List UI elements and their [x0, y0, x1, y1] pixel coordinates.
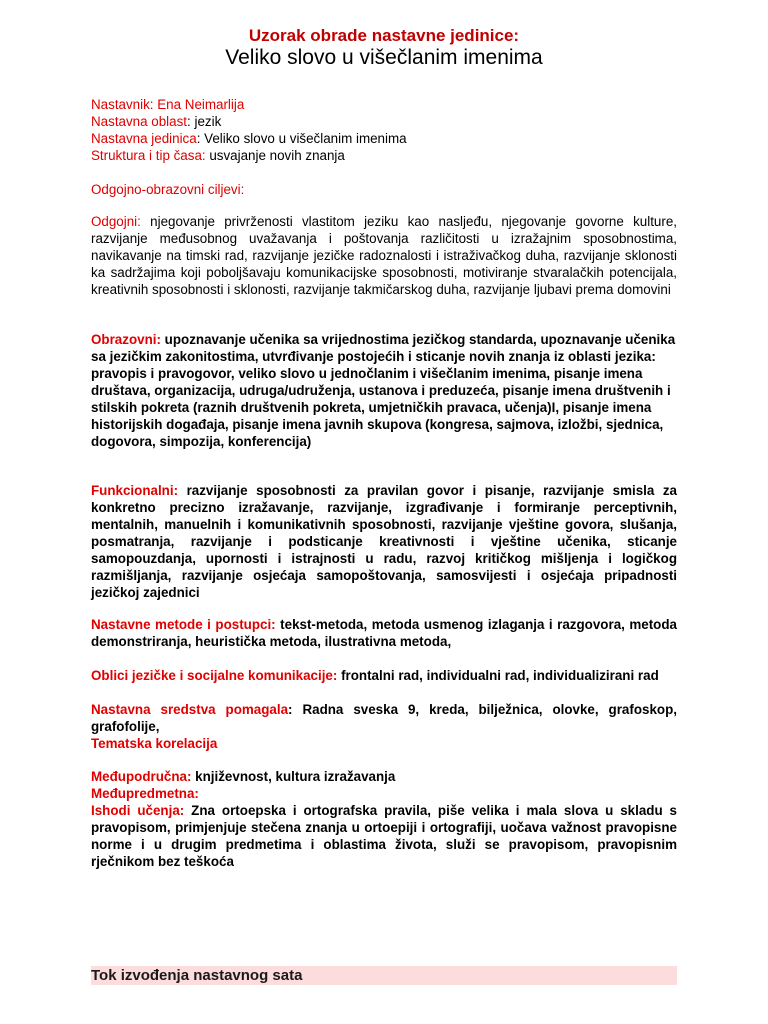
medjupodrucna-line [91, 768, 677, 785]
odgojni-text: njegovanje privrženosti vlastitom jeziku kao nasljeđu, njegovanje govorne kulture, razvijanje međusobnog uvažavanja i poštovanja različitosti u izražajnim sposobnostima, navikavanje na timski rad, razvijanje jezičke radoznalosti i istraživačkog duha, razvijanje sklonosti ka sadržajima koji poboljšavaju komunikacijske sposobnosti, motiviranje stvaralačkih potencijala, kreativnih sposobnosti i sklonosti, razvijanje takmičarskog duha, razvijanje ljubavi prema domovini [91, 214, 677, 297]
medjupredmetna-line [91, 785, 677, 802]
goals-heading: Odgojno-obrazovni ciljevi: [91, 182, 245, 197]
lesson-flow-heading: Tok izvođenja nastavnog sata [91, 966, 677, 985]
funkcionalni-paragraph [91, 482, 677, 601]
ishodi-text: Zna ortoepska i ortografska pravila, piše velika i mala slova u skladu s pravopisom, primjenjuje stečena znanja u ortoepiji i ortografiji, uočava važnost pravopisne norme i u drugim predmetima i oblastima života, služi se pravopisom, pravopisnim rječnikom bez teškoća [91, 803, 677, 869]
unit-label: Nastavna jedinica [91, 131, 197, 146]
medjupredmetna-label: Međupredmetna: [91, 786, 199, 801]
metode-paragraph [91, 616, 677, 650]
obrazovni-paragraph [91, 331, 677, 450]
funkcionalni-label: Funkcionalni: [91, 483, 179, 498]
korelacija-line [91, 735, 677, 752]
document-subtitle: Veliko slovo u višečlanim imenima [225, 46, 543, 69]
metode-text: tekst-metoda, metoda usmenog izlaganja i razgovora, metoda demonstriranja, heuristička metoda, ilustrativna metoda, [91, 617, 677, 649]
korelacija-label: Tematska korelacija [91, 736, 218, 751]
ishodi-label: Ishodi učenja: [91, 803, 185, 818]
metode-label: Nastavne metode i postupci: [91, 617, 276, 632]
sredstva-text: : Radna sveska 9, kreda, bilježnica, olovke, grafoskop, grafofolije, [91, 702, 677, 734]
odgojni-paragraph [91, 213, 677, 298]
teacher-line [91, 96, 677, 113]
medjupodrucna-label: Međupodručna: [91, 769, 192, 784]
teacher-label: Nastavnik: Ena Neimarlija [91, 97, 245, 112]
sredstva-label: Nastavna sredstva pomagala [91, 702, 289, 717]
area-value: : jezik [187, 114, 222, 129]
oblici-paragraph [91, 667, 677, 684]
funkcionalni-text: razvijanje sposobnosti za pravilan govor i pisanje, razvijanje smisla za konkretno precizno izražavanje, razvijanje, izgrađivanje i formiranje perceptivnih, mentalnih, manuelnih i komunikativnih sposobnosti, razvijanje vještine govora, slušanja, posmatranja, razvijanje i podsticanje kreativnosti i vještine učenika, sticanje samopouzdanja, upornosti i istrajnosti u radu, razvoj kritičkog mišljenja i logičkog razmišljanja, razvijanje osjećaja samopoštovanja, samosvijesti i osjećaja pripadnosti jezičkoj zajednici [91, 483, 677, 600]
area-label: Nastavna oblast [91, 114, 188, 129]
document-title: Uzorak obrade nastavne jedinice: [248, 26, 520, 45]
oblici-text: frontalni rad, individualni rad, individualizirani rad [337, 668, 659, 683]
structure-value: usvajanje novih znanja [205, 148, 345, 163]
area-line [91, 113, 677, 130]
unit-line [91, 130, 677, 147]
obrazovni-label: Obrazovni: [91, 332, 161, 347]
odgojni-label: Odgojni: [91, 214, 141, 229]
structure-line [91, 147, 677, 164]
unit-value: : Veliko slovo u višečlanim imenima [196, 131, 407, 146]
structure-label: Struktura i tip časa: [91, 148, 206, 163]
oblici-label: Oblici jezičke i socijalne komunikacije: [91, 668, 338, 683]
sredstva-paragraph [91, 701, 677, 735]
obrazovni-text: upoznavanje učenika sa vrijednostima jezičkog standarda, upoznavanje učenika sa jezičkim zakonitostima, utvrđivanje postojećih i sticanje novih znanja iz oblasti jezika: pravopis i pravogovor, veliko slovo u jednočlanim i višečlanim imenima, pisanje imena društava, organizacija, udruga/udruženja, ustanova i preduzeća, pisanje imena društvenih i stilskih pokreta (raznih društvenih pokreta, umjetničkih pravaca, učenja)I, pisanje imena historijskih događaja, pisanje imena javnih skupova (kongresa, sajmova, izložbi, sjednica, dogovora, simpozija, konferencija) [91, 332, 676, 449]
medjupodrucna-text: književnost, kultura izražavanja [191, 769, 396, 784]
ishodi-paragraph [91, 802, 677, 870]
meta-section [91, 96, 677, 164]
